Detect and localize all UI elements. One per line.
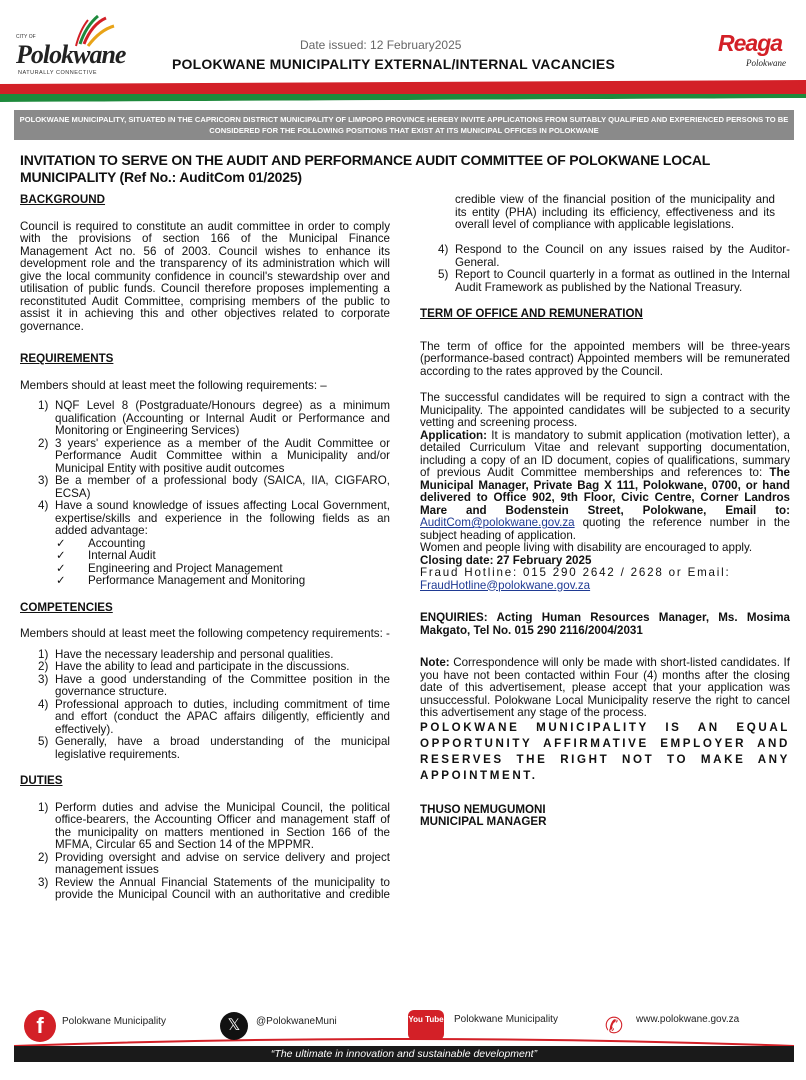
list-item: 4) Professional approach to duties, including commitment of time and effort (conduct the APAC affairs diligently, efficiently and effectively). bbox=[38, 697, 390, 736]
disability-text: Women and people living with disability are encouraged to apply. bbox=[420, 541, 753, 554]
term-heading: TERM OF OFFICE AND REMUNERATION bbox=[420, 307, 643, 320]
list-item: ✓ Engineering and Project Management bbox=[56, 561, 283, 575]
closing-date: Closing date: 27 February 2025 bbox=[420, 553, 592, 567]
list-item: 2) 3 years' experience as a member of the Audit Committee or Performance Audit Committee within a Municipality and/or Municipal Entity with positive audit outcomes bbox=[38, 436, 390, 475]
list-item: 2) Providing oversight and advise on service delivery and project management issues bbox=[38, 850, 390, 876]
duty-3-start: Review the Annual Financial Statements of the municipality to provide the Municipal Council with an authoritative and credible bbox=[55, 876, 390, 901]
competencies-intro: Members should at least meet the following competency requirements: - bbox=[20, 627, 390, 640]
fraud-hotline: Fraud Hotline: 015 290 2642 / 2628 or Email: bbox=[420, 566, 731, 579]
duty-3-continuation bbox=[420, 194, 790, 244]
application-label: Application: bbox=[420, 428, 487, 442]
background-heading: BACKGROUND bbox=[20, 193, 106, 206]
fields-list bbox=[56, 538, 390, 588]
fraud-email-link[interactable]: FraudHotline@polokwane.gov.za bbox=[420, 578, 591, 592]
list-item: 3) Have a good understanding of the Committee position in the governance structure. bbox=[38, 672, 390, 698]
date-issued: Date issued: 12 February2025 bbox=[300, 38, 462, 52]
signatory-name: THUSO NEMUGUMONI bbox=[420, 802, 546, 816]
list-item: ✓ Performance Management and Monitoring bbox=[56, 574, 306, 587]
web-icon[interactable]: ✆ bbox=[604, 1013, 624, 1038]
facebook-icon[interactable]: f bbox=[24, 1010, 56, 1042]
list-item: 1) Perform duties and advise the Municipal Council, the political office-bearers, the Accounting Officer and management staff of the municipality on matters mentioned in Section 166 of the MFMA, Circular 65 and Section 14 of the MPPMR. bbox=[38, 800, 390, 851]
page-title: POLOKWANE MUNICIPALITY EXTERNAL/INTERNAL VACANCIES bbox=[172, 56, 615, 72]
competencies-heading: COMPETENCIES bbox=[20, 600, 113, 614]
list-item: 5) Generally, have a broad understanding of the municipal legislative requirements. bbox=[38, 735, 390, 761]
list-item: 3) Be a member of a professional body (SAICA, IIA, CIGFARO, ECSA) bbox=[38, 474, 390, 500]
requirements-list bbox=[20, 400, 390, 538]
youtube-icon[interactable]: You Tube bbox=[408, 1010, 444, 1040]
signatory-title: MUNICIPAL MANAGER bbox=[420, 815, 547, 828]
x-icon[interactable]: 𝕏 bbox=[220, 1012, 248, 1040]
website-link[interactable]: www.polokwane.gov.za bbox=[636, 1014, 740, 1025]
requirements-intro: Members should at least meet the following requirements: – bbox=[20, 378, 327, 392]
facebook-link[interactable]: Polokwane Municipality bbox=[62, 1016, 166, 1027]
list-item: 4) Have a sound knowledge of issues affecting Local Government, expertise/skills and experience in the following fields as an added advantage: bbox=[38, 499, 390, 537]
note-text: Correspondence will only be made with short-listed candidates. If you have not been contacted within Four (4) months after the closing date of this advertisement, please accept that your application was unsuccessful. Polokwane Local Municipality reserve the right to cancel this advertisement any stage of the process. bbox=[420, 656, 790, 719]
header-stripe bbox=[0, 80, 806, 106]
duty-3-text-cont: credible view of the financial position of the municipality and its entity (PHA) including its efficiency, effectiveness and its overall level of compliance with applicable legislations. bbox=[455, 194, 775, 231]
list-item: ✓ Accounting bbox=[56, 536, 146, 550]
term-text-2: The successful candidates will be required to sign a contract with the Municipality. The appointed candidates will be subjected to a security vetting and screening process. bbox=[420, 391, 790, 429]
reaga-sub: Polokwane bbox=[746, 58, 786, 68]
duties-list bbox=[20, 802, 390, 902]
list-item: 5) Report to Council quarterly in a format as outlined in the Internal Audit Framework as published by the National Treasury. bbox=[438, 268, 790, 294]
enquiries: ENQUIRIES: Acting Human Resources Manager, Ms. Mosima Makgato, Tel No. 015 290 2116/2004/2031 bbox=[420, 611, 790, 637]
main-title: INVITATION TO SERVE ON THE AUDIT AND PERFORMANCE AUDIT COMMITTEE OF POLOKWANE LOCAL MUNICIPALITY (Ref No.: AuditCom 01/2025) bbox=[20, 152, 710, 185]
auditcom-email-link[interactable]: AuditCom@polokwane.gov.za bbox=[420, 516, 575, 529]
note-label: Note: bbox=[420, 656, 450, 669]
equal-opportunity-statement: POLOKWANE MUNICIPALITY IS AN EQUAL OPPORTUNITY AFFIRMATIVE EMPLOYER AND RESERVES THE RIGHT NOT TO MAKE ANY APPOINTMENT. bbox=[420, 720, 790, 782]
check-icon: ✓ bbox=[56, 574, 66, 587]
check-icon: ✓ bbox=[56, 549, 66, 562]
duties-heading: DUTIES bbox=[20, 774, 63, 787]
right-column bbox=[420, 194, 790, 829]
term-text-1: The term of office for the appointed members will be three-years (performance-based contract) Appointed members will be remunerated according to the rates approved by the Council. bbox=[420, 339, 790, 378]
logo-tagline: NATURALLY CONNECTIVE bbox=[18, 70, 98, 76]
twitter-link[interactable]: @PolokwaneMuni bbox=[256, 1016, 337, 1027]
requirements-heading: REQUIREMENTS bbox=[20, 352, 114, 365]
background-text: Council is required to constitute an audit committee in order to comply with the provisions of section 166 of the Municipal Finance Management Act no. 56 of 2003. Council wishes to enhance its development role and the transparency of its administration which will give the local community confidence in council's stewardship over and utilisation of public funds. Council therefore proposes implementing a reconstituted Audit Committee, comprising members of the public to assist it in achieving this and other objectives related to corporate governance. bbox=[20, 219, 390, 333]
list-item: 4) Respond to the Council on any issues raised by the Auditor-General. bbox=[438, 243, 790, 269]
competencies-list bbox=[20, 649, 390, 762]
application-block bbox=[420, 430, 790, 543]
check-icon: ✓ bbox=[56, 536, 66, 550]
youtube-link[interactable]: Polokwane Municipality bbox=[454, 1014, 558, 1025]
duties-list-cont bbox=[420, 244, 790, 294]
check-icon: ✓ bbox=[56, 561, 66, 575]
note-block bbox=[420, 657, 790, 720]
application-address: The Municipal Manager, Private Bag X 111, Polokwane, 0700, or hand delivered to Office 902, 9th Floor, Civic Centre, Corner Landros Mare and Bodenstein Street, Polokwane, Email to: bbox=[420, 466, 790, 517]
reaga-logo bbox=[716, 30, 796, 78]
left-column bbox=[20, 194, 390, 902]
header bbox=[0, 0, 806, 110]
logo-wordmark: Polokwane bbox=[16, 40, 126, 69]
intro-banner: POLOKWANE MUNICIPALITY, SITUATED IN THE CAPRICORN DISTRICT MUNICIPALITY OF LIMPOPO PROVINCE HEREBY INVITE APPLICATIONS FROM SUITABLY QUALIFIED AND EXPERIENCED PERSONS TO BE CONSIDERED FOR THE FOLLOWING POSITIONS THAT EXIST AT ITS MUNICIPAL OFFICES IN POLOKWANE bbox=[14, 110, 794, 140]
list-item: 3) Review the Annual Financial Statements of the municipality to provide the Municipal Council with an authoritative and credible bbox=[20, 877, 390, 902]
logo-city-text: CITY OF bbox=[16, 34, 36, 40]
list-item: 1) NQF Level 8 (Postgraduate/Honours degree) as a minimum qualification (Accounting or Internal Audit or Performance and Monitoring or Engineering Services) bbox=[38, 399, 390, 437]
application-text: It is mandatory to submit application (motivation letter), a detailed Curriculum Vitae and relevant supporting documentation, including a copy of an ID document, copies of qualifications, summary of previous Audit Committee memberships and references to: bbox=[420, 428, 790, 479]
list-item: 2) Have the ability to lead and participate in the discussions. bbox=[38, 660, 350, 673]
footer bbox=[14, 1008, 794, 1068]
list-item: 1) Have the necessary leadership and personal qualities. bbox=[38, 647, 334, 661]
application-after-email: quoting the reference number in the subject heading of application. bbox=[420, 516, 790, 542]
slogan-bar: “The ultimate in innovation and sustainable development” bbox=[14, 1046, 794, 1062]
list-item: ✓ Internal Audit bbox=[56, 549, 156, 562]
reaga-wordmark: Reaga bbox=[718, 30, 783, 56]
polokwane-logo bbox=[14, 14, 126, 78]
